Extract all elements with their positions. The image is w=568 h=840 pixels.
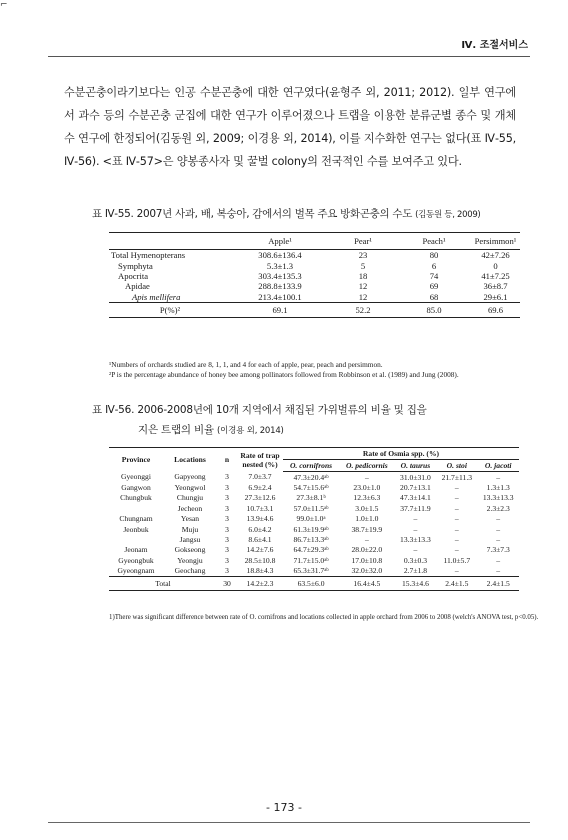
table2-province-cell: Gyeongbuk xyxy=(118,555,154,565)
table2-location-cell: Jecheon xyxy=(177,503,203,513)
table2-rate-cell: – xyxy=(413,545,418,555)
table2-rate-cell: 13.3±13.3 xyxy=(482,493,514,503)
table2-total-value: 2.4±1.5 xyxy=(477,576,519,590)
table1-caption-source: (김동원 등, 2009) xyxy=(415,210,481,220)
table1-header-row xyxy=(109,233,520,250)
table2-rate-cell: 28.0±22.0 xyxy=(351,545,383,555)
table2-row xyxy=(109,545,519,555)
table1-row xyxy=(109,271,520,281)
table1-header-cell xyxy=(109,233,231,250)
table2-row xyxy=(109,493,519,503)
table2-caption-line2: 지은 트랩의 비율 xyxy=(138,424,214,436)
table1-row-label: Apis mellifera xyxy=(132,291,181,302)
table2-rate-cell: 32.0±32.0 xyxy=(351,566,383,576)
table2-header-row xyxy=(109,448,519,460)
table1-cell: 69 xyxy=(429,281,439,292)
table2-total-value: 15.3±4.6 xyxy=(395,576,437,590)
table2-province-cell xyxy=(109,534,163,544)
table2-rate-cell: 1.0±1.0 xyxy=(355,514,379,524)
table2-trap-cell: 14.2±7.6 xyxy=(246,545,274,555)
table2-rate-cell: – xyxy=(496,555,501,565)
table1-cell: 29±6.1 xyxy=(483,291,508,302)
table2-location-cell: Gokseong xyxy=(174,545,206,555)
table2-row xyxy=(109,503,519,513)
table2-rate-cell: 27.3±8.1ᵇ xyxy=(296,493,326,503)
table2-n-cell: 3 xyxy=(225,535,229,545)
table1-cell: 6 xyxy=(431,260,437,271)
table2-trap-cell: 7.0±3.7 xyxy=(248,472,272,482)
table1-p-value: 69.6 xyxy=(471,302,520,317)
table2-row xyxy=(109,482,519,492)
table1-caption xyxy=(92,206,480,221)
table2-total-value: 2.4±1.5 xyxy=(436,576,477,590)
table2-rate-cell: – xyxy=(454,566,459,576)
table1-row-label: Apocrita xyxy=(118,270,149,281)
table2-location-cell: Yeongju xyxy=(177,555,203,565)
table2-row xyxy=(109,472,519,483)
table1-cell: 41±7.25 xyxy=(481,270,510,281)
table2-location-cell: Yeongwol xyxy=(174,483,206,493)
table1-p-value: 69.1 xyxy=(231,302,329,317)
table2-province-cell: Chungnam xyxy=(119,514,153,524)
table2-rate-cell: 71.7±15.0ᵃᵇ xyxy=(293,555,329,565)
table1-header-cell: Apple¹ xyxy=(231,233,329,250)
table2-rate-cell: 23.0±1.0 xyxy=(353,483,381,493)
table2-rate-cell: – xyxy=(454,535,459,545)
table1-note: ²P is the percentage abundance of honey bee among pollinators followed from Robbinson et al. (1989) and Jung (2008). xyxy=(109,370,459,379)
table1 xyxy=(109,232,520,318)
table1-row xyxy=(109,281,520,291)
table2-n-cell: 3 xyxy=(225,483,229,493)
table2-rate-cell: – xyxy=(454,483,459,493)
running-header: Ⅳ. 조절서비스 xyxy=(461,40,528,51)
table2-rate-cell: 86.7±13.3ᵃᵇ xyxy=(293,535,329,545)
table2-rate-cell: 7.3±7.3 xyxy=(486,545,510,555)
table1-cell: 36±8.7 xyxy=(483,281,508,292)
table1-header-cell: Pear¹ xyxy=(329,233,397,250)
table2-rate-cell: – xyxy=(454,514,459,524)
table2-species-cell: O. cornifrons xyxy=(283,460,339,472)
table2-rate-cell: – xyxy=(496,514,501,524)
table2-n-cell: 3 xyxy=(225,555,229,565)
table2 xyxy=(109,447,519,591)
table2-rate-cell: – xyxy=(413,524,418,534)
table2-species-cell: O. taurus xyxy=(395,460,437,472)
table2-total-trap: 14.2±2.3 xyxy=(237,576,283,590)
table1-row-label: Apidae xyxy=(125,281,150,292)
header-rule xyxy=(48,56,530,57)
table2-rate-cell: 0.3±0.3 xyxy=(403,555,427,565)
table1-row-label: Symphyta xyxy=(118,260,153,271)
table1-cell: 308.6±136.4 xyxy=(258,250,302,261)
table1-cell: 12 xyxy=(358,291,368,302)
table2-trap-cell: 28.5±10.8 xyxy=(244,555,276,565)
table2-caption xyxy=(92,400,427,441)
table2-province-cell: Gyeonggi xyxy=(121,472,151,482)
table1-cell: 0 xyxy=(493,260,498,271)
table2-trap-cell: 13.9±4.6 xyxy=(246,514,274,524)
table1-row xyxy=(109,250,520,261)
table2-province-cell: Gangwon xyxy=(121,483,151,493)
table1-caption-text: 표 Ⅳ-55. 2007년 사과, 배, 복숭아, 감에서의 벌목 주요 방화곤충의 수도 xyxy=(92,208,413,220)
table2-rate-cell: 57.0±11.5ᵃᵇ xyxy=(293,503,329,513)
table2-rate-cell: 12.3±6.3 xyxy=(353,493,381,503)
table1-row xyxy=(109,292,520,303)
table2-rate-cell: 99.0±1.0ᵃ xyxy=(296,514,326,524)
table2-rate-cell: – xyxy=(454,493,459,503)
table2-rate-cell: – xyxy=(496,524,501,534)
table2-caption-source: (이경용 외, 2014) xyxy=(217,426,284,436)
table1-p-label: P(%)² xyxy=(109,302,231,317)
table2-head-locations: Locations xyxy=(163,448,217,472)
table1-p-value: 85.0 xyxy=(397,302,471,317)
table1-cell: 23 xyxy=(358,250,368,261)
table2-total-n: 30 xyxy=(217,576,237,590)
table2-caption-line2-wrap xyxy=(92,420,427,441)
table1-row-label: Total Hymenopterans xyxy=(111,250,186,261)
table2-province-cell: Gyeongnam xyxy=(117,566,155,576)
table2-n-cell: 3 xyxy=(225,545,229,555)
page-number: - 173 - xyxy=(266,801,302,814)
table2-rate-cell: – xyxy=(454,503,459,513)
table2-location-cell: Geochang xyxy=(174,566,206,576)
table2-province-cell: Jeonam xyxy=(124,545,148,555)
table2-head-n: n xyxy=(217,448,237,472)
table2-location-cell: Yesan xyxy=(180,514,200,524)
corner-mark: ⌐ xyxy=(0,0,8,10)
table2-row xyxy=(109,555,519,565)
table1-p-row xyxy=(109,302,520,317)
table2-rate-cell: 1.3±1.3 xyxy=(486,483,510,493)
body-paragraph: 수분곤충이라기보다는 인공 수분곤충에 대한 연구였다(윤형주 외, 2011; 2012). 일부 연구에서 과수 등의 수분곤충 군집에 대한 연구가 이루어졌으나 트랩을 이용한 분류군별 종수 및 개체수 연구에 한정되어(김동원 외, 2009; 이경용 외, 2014), 이를 지수화한 연구는 없다(표 Ⅳ-55, Ⅳ-56). <표 Ⅳ-57>은 양봉종사자 및 꿀벌 colony의 전국적인 수를 보여주고 있다. xyxy=(64,86,516,168)
table2-rate-cell: 13.3±13.3 xyxy=(400,535,431,545)
table2-total-value: 63.5±6.0 xyxy=(283,576,339,590)
table2-n-cell: 3 xyxy=(225,472,229,482)
table2-rate-cell: 2.3±2.3 xyxy=(486,503,510,513)
table2-total-row xyxy=(109,576,519,590)
table1-cell: 303.4±135.3 xyxy=(258,270,302,281)
table2-rate-cell: – xyxy=(454,524,459,534)
table2-province-cell: Chungbuk xyxy=(120,493,152,503)
table1-row xyxy=(109,260,520,270)
table2-trap-cell: 27.3±12.6 xyxy=(244,493,276,503)
table2-n-cell: 3 xyxy=(225,566,229,576)
table2-rate-cell: 38.7±19.9 xyxy=(351,524,383,534)
table2-trap-cell: 10.7±3.1 xyxy=(246,503,274,513)
table2-total-label: Total xyxy=(109,576,217,590)
table2-trap-cell: 18.8±4.3 xyxy=(246,566,274,576)
table2-rate-cell: – xyxy=(454,545,459,555)
table2-row xyxy=(109,566,519,577)
table2-n-cell: 3 xyxy=(225,503,229,513)
table2-n-cell: 3 xyxy=(225,524,229,534)
table2-province-cell xyxy=(109,503,163,513)
table2-rate-cell: 11.0±5.7 xyxy=(443,555,471,565)
table1-header-cell: Peach¹ xyxy=(397,233,471,250)
table1-cell: 42±7.26 xyxy=(481,250,510,261)
table2-rate-cell: 47.3±14.1 xyxy=(400,493,431,503)
table2-rate-cell: – xyxy=(364,535,369,545)
table1-p-value: 52.2 xyxy=(329,302,397,317)
footer-rule xyxy=(48,822,530,823)
table1-note: ¹Numbers of orchards studied are 8, 1, 1, and 4 for each of apple, pear, peach and persimmon. xyxy=(109,360,383,369)
table2-rate-cell: – xyxy=(496,566,501,576)
table1-cell: 5 xyxy=(360,260,366,271)
table2-row xyxy=(109,534,519,544)
table2-rate-cell: 64.7±29.3ᵃᵇ xyxy=(293,545,329,555)
table1-header-cell: Persimmon¹ xyxy=(471,233,520,250)
table2-rate-cell: 3.0±1.5 xyxy=(355,503,379,513)
table2-province-cell: Jeonbuk xyxy=(123,524,149,534)
table2-rate-cell: 65.3±31.7ᵃᵇ xyxy=(293,566,329,576)
table2-rate-cell: – xyxy=(496,535,501,545)
table2-rate-cell: 21.7±11.3 xyxy=(441,472,473,482)
table1-cell: 288.8±133.9 xyxy=(258,281,302,292)
table2-row xyxy=(109,524,519,534)
table1-cell: 213.4±100.1 xyxy=(258,291,302,302)
table2-rate-cell: 47.3±20.4ᵃᵇ xyxy=(293,472,329,482)
table1-notes xyxy=(109,360,529,380)
table2-row xyxy=(109,514,519,524)
table2-location-cell: Gapyeong xyxy=(174,472,206,482)
table1-cell: 74 xyxy=(429,270,439,281)
table2-trap-cell: 8.6±4.1 xyxy=(248,535,272,545)
table2-rate-cell: 37.7±11.9 xyxy=(400,503,431,513)
table2-species-cell: O. stoi xyxy=(436,460,477,472)
table2-head-province: Province xyxy=(109,448,163,472)
table2-n-cell: 3 xyxy=(225,493,229,503)
table2-caption-line1: 표 Ⅳ-56. 2006-2008년에 10개 지역에서 채집된 가위벌류의 비율 및 집을 xyxy=(92,404,427,416)
table2-location-cell: Chungju xyxy=(176,493,204,503)
table2-note: 1)There was significant difference between rate of O. cornifrons and locations collected in apple orchard from 2006 to 2008 (welch's ANOVA test, p<0.05). xyxy=(109,614,539,621)
table2-rate-cell: 2.7±1.8 xyxy=(403,566,427,576)
table2-rate-cell: 17.0±10.8 xyxy=(351,555,383,565)
table2-head-rate-trap: Rate of trap nested (%) xyxy=(237,448,283,472)
table2-n-cell: 3 xyxy=(225,514,229,524)
table2-rate-cell: – xyxy=(413,514,418,524)
table2-rate-cell: 54.7±15.6ᵃᵇ xyxy=(293,483,329,493)
table1-cell: 80 xyxy=(429,250,439,261)
table2-trap-cell: 6.0±4.2 xyxy=(248,524,272,534)
table2-head-rate-osmia: Rate of Osmia spp. (%) xyxy=(283,448,519,460)
table2-location-cell: Jangsu xyxy=(179,535,201,545)
table1-cell: 5.3±1.3 xyxy=(266,260,294,271)
table2-rate-cell: 20.7±13.1 xyxy=(400,483,431,493)
table2-trap-cell: 6.9±2.4 xyxy=(248,483,272,493)
table2-rate-cell: 61.3±19.9ᵃᵇ xyxy=(293,524,329,534)
table2-location-cell: Muju xyxy=(181,524,199,534)
table2-species-cell: O. jacoti xyxy=(477,460,519,472)
table1-cell: 68 xyxy=(429,291,439,302)
table1-cell: 12 xyxy=(358,281,368,292)
table2-rate-cell: – xyxy=(364,472,369,482)
table2-total-value: 16.4±4.5 xyxy=(339,576,395,590)
table2-rate-cell: – xyxy=(496,472,501,482)
table1-cell: 18 xyxy=(358,270,368,281)
table2-species-cell: O. pedicornis xyxy=(339,460,395,472)
table2-rate-cell: 31.0±31.0 xyxy=(400,472,431,482)
